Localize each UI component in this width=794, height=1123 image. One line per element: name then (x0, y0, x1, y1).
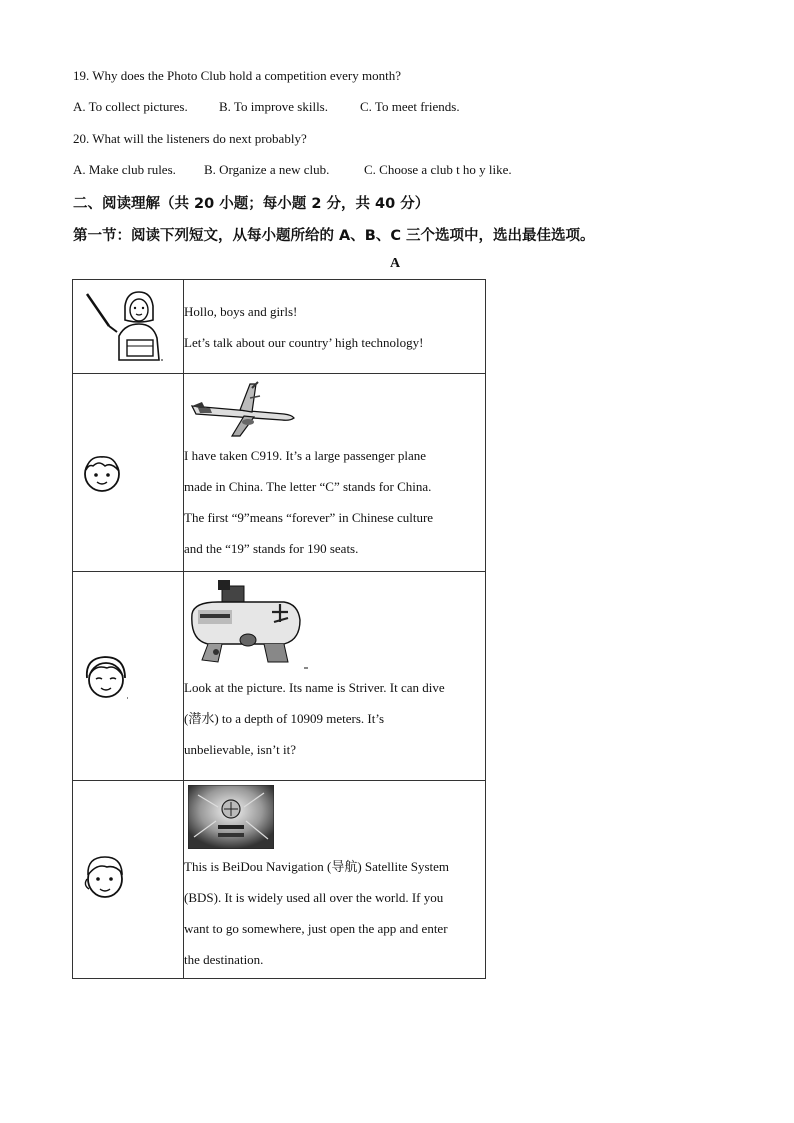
section-1-heading: 第一节：阅读下列短文，从每小题所给的 A、B、C 三个选项中，选出最佳选项。 (73, 228, 595, 244)
text-line: want to go somewhere, just open the app and enter (184, 921, 448, 936)
figure-cell (73, 781, 184, 979)
passage-letter: A (390, 256, 401, 271)
question-19-options (73, 99, 460, 115)
option-b: B. Organize a new club. (204, 162, 330, 177)
submarine-icon (188, 578, 312, 670)
text-line: Hollo, boys and girls! (184, 304, 298, 319)
figure-cell (73, 374, 184, 572)
girl-face-icon (81, 652, 131, 702)
option-c: C. To meet friends. (360, 99, 460, 114)
figure-cell (73, 280, 184, 374)
part-2-heading: 二、阅读理解（共 20 小题；每小题 2 分，共 40 分） (73, 196, 430, 212)
text-cell (184, 781, 486, 979)
figure-cell (73, 572, 184, 781)
option-c: C. Choose a club t ho y like. (364, 162, 512, 177)
text-cell (184, 280, 486, 374)
boy-face-icon (81, 452, 123, 494)
question-20-options (73, 162, 512, 178)
child-face-icon (81, 851, 129, 903)
text-line: I have taken C919. It’s a large passenger plane (184, 448, 426, 463)
option-a: A. To collect pictures. (73, 99, 188, 114)
text-line: made in China. The letter “C” stands for China. (184, 479, 432, 494)
option-b: B. To improve skills. (219, 99, 328, 114)
text-line: The first “9”means “forever” in Chinese culture (184, 510, 434, 525)
text-line: (BDS). It is widely used all over the world. If you (184, 890, 444, 905)
passage-row-striver (73, 572, 486, 781)
text-line: the destination. (184, 952, 264, 967)
question-19-stem: 19. Why does the Photo Club hold a competition every month? (73, 68, 401, 83)
text-cell (184, 572, 486, 781)
option-a: A. Make club rules. (73, 162, 176, 177)
passage-row-c919 (73, 374, 486, 572)
passage-row-beidou (73, 781, 486, 979)
text-line: Let’s talk about our country’ high technology! (184, 335, 424, 350)
text-line: (潜水) to a depth of 10909 meters. It’s (184, 711, 385, 726)
text-line: Look at the picture. Its name is Striver. It can dive (184, 680, 445, 695)
passage-table (72, 279, 486, 979)
teacher-icon (81, 286, 175, 366)
airplane-icon (188, 380, 298, 438)
text-line: and the “19” stands for 190 seats. (184, 541, 359, 556)
passage-row-teacher (73, 280, 486, 374)
question-20-stem: 20. What will the listeners do next probably? (73, 131, 307, 146)
satellite-icon (188, 785, 274, 849)
text-cell (184, 374, 486, 572)
text-line: This is BeiDou Navigation (导航) Satellite System (184, 859, 450, 874)
text-line: unbelievable, isn’t it? (184, 742, 297, 757)
